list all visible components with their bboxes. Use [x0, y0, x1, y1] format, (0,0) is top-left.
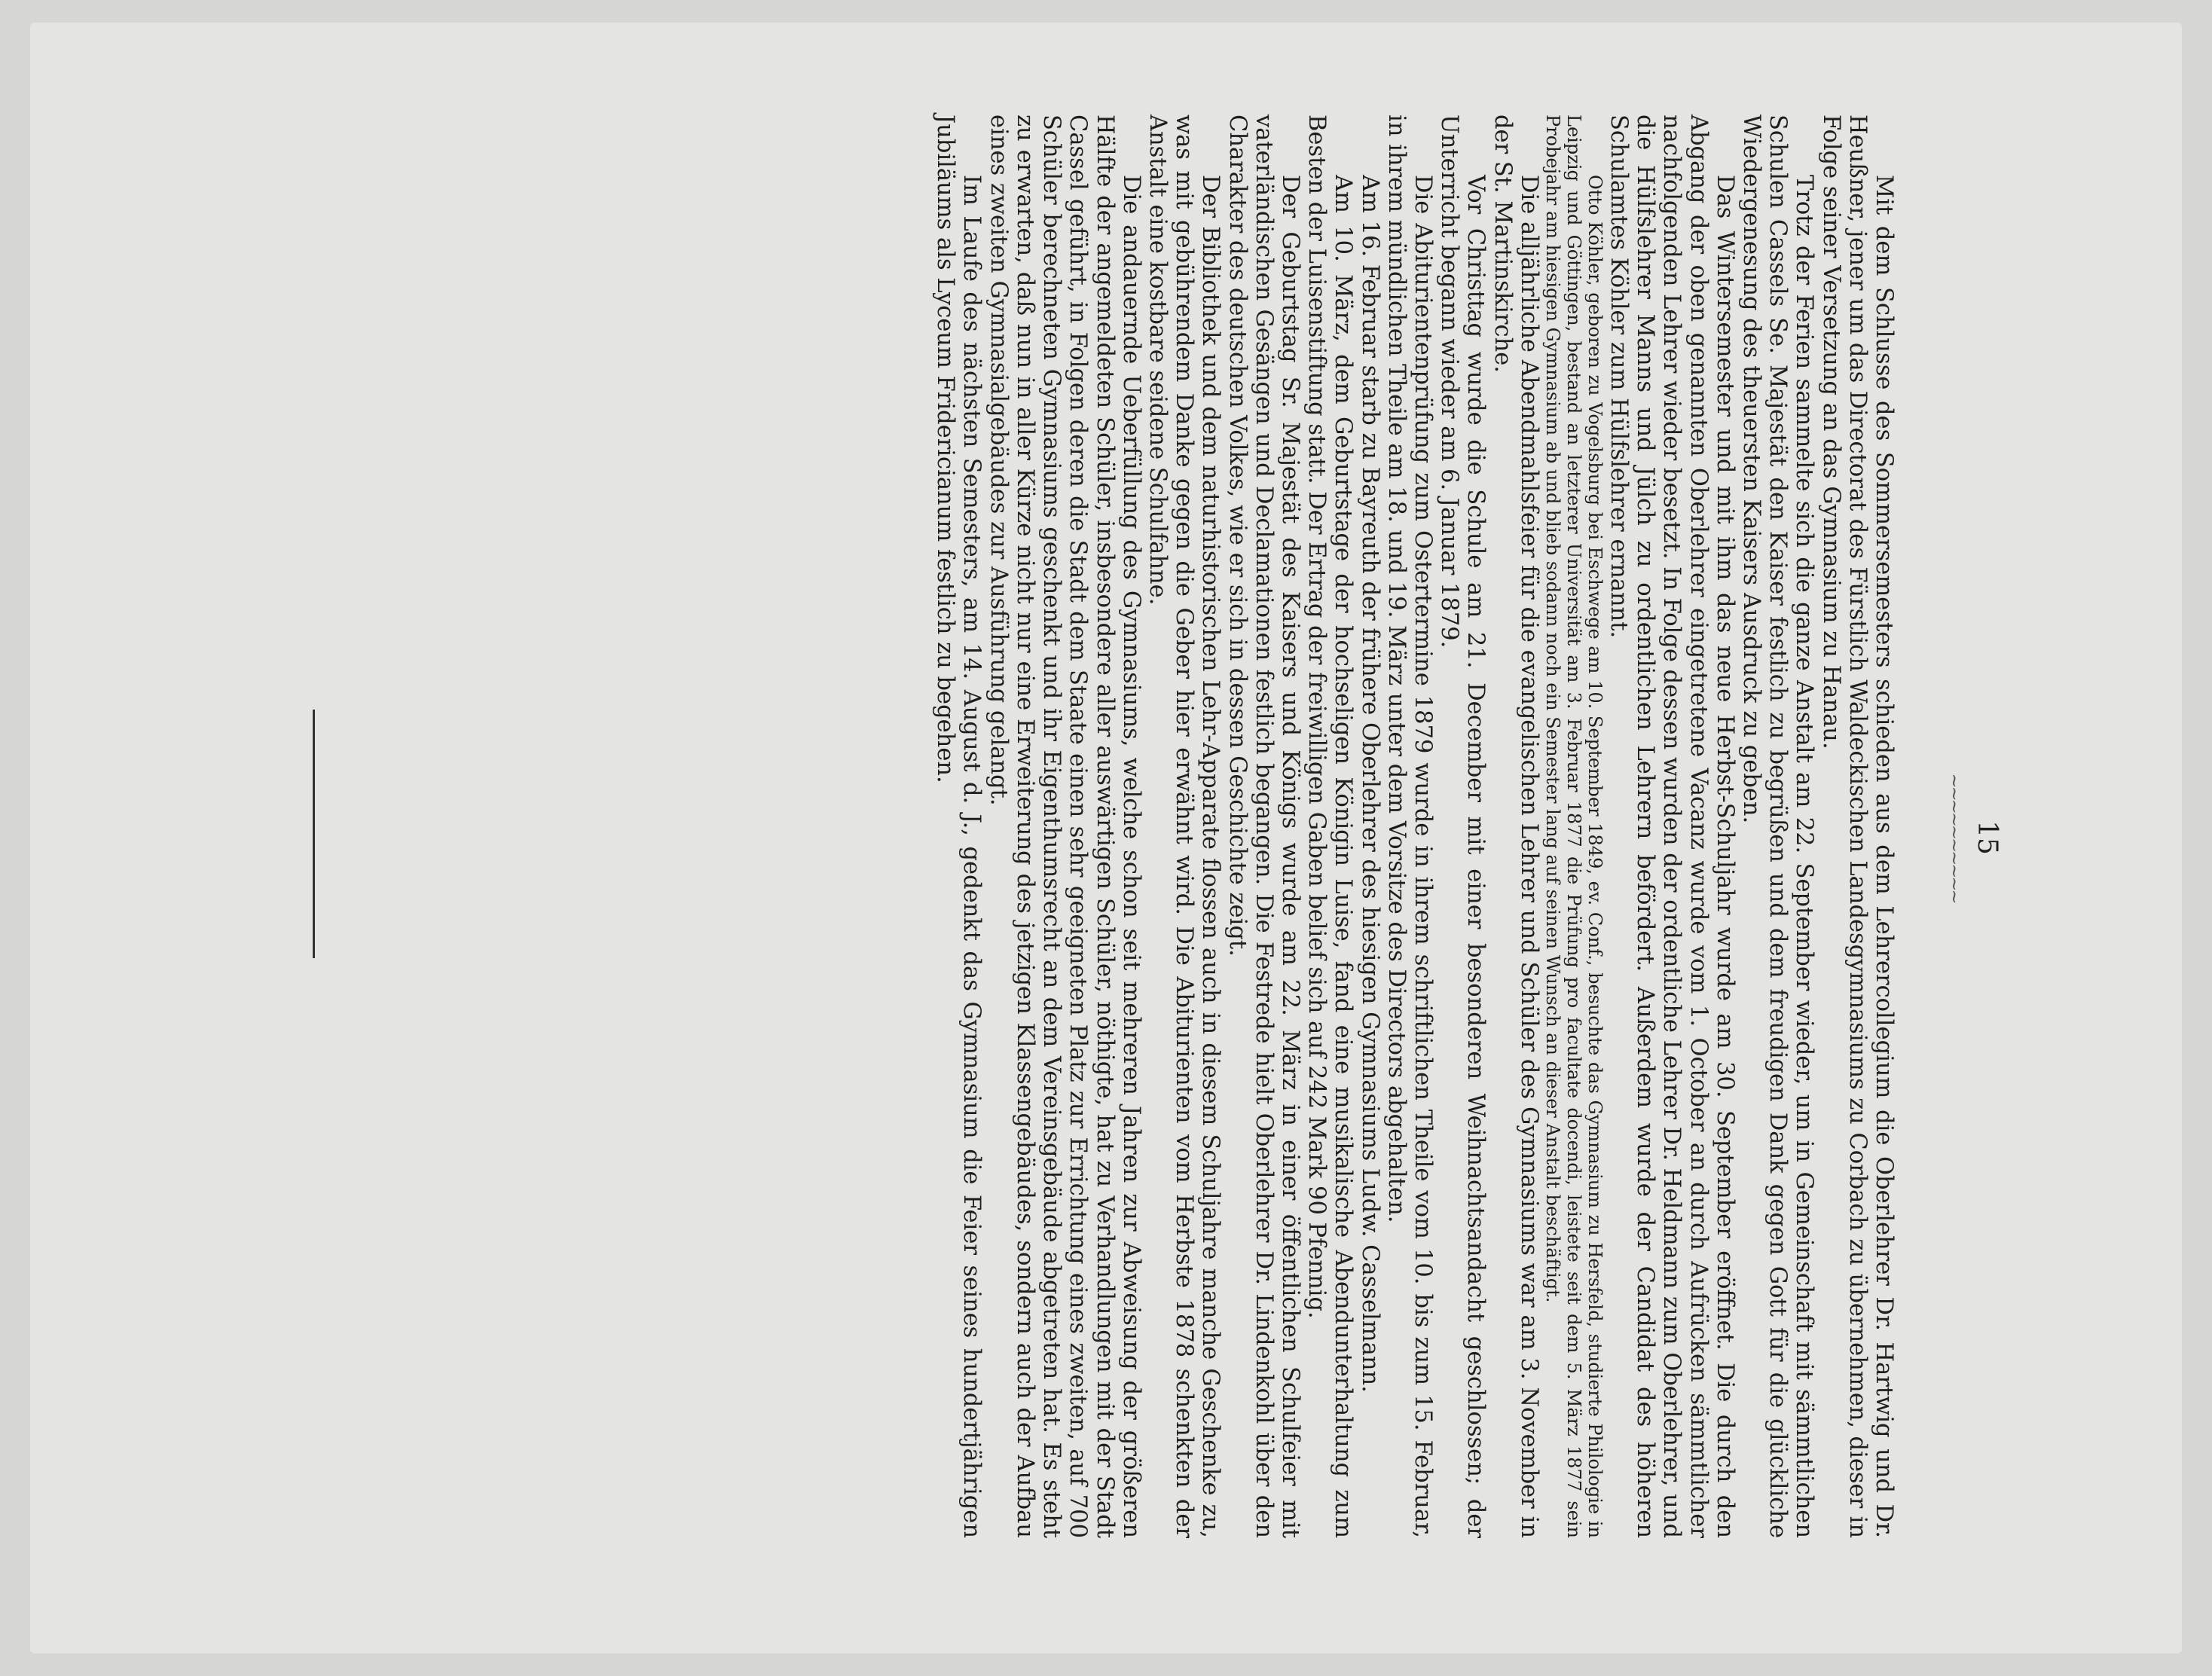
paragraph: Der Bibliothek und dem naturhistorischen Lehr-Apparate flossen auch in diesem Schuljahre manche Geschenke zu, was mit gebührendem Danke gegen die Geber hier erwähnt wird. Die Abiturienten vom Herbste 1878 schenkten der Anstalt eine kostbare seidene Schulfahne. — [1144, 114, 1224, 1538]
paragraph: Mit dem Schlusse des Sommersemesters schieden aus dem Lehrercollegium die Oberlehrer Dr. Hartwig und Dr. Heußner, jener um das Directorat des Fürstlich Waldeckischen Landesgymnasiums zu Corbach zu übernehmen, dieser in Folge seiner Versetzung an das Gymnasium zu Hanau. — [1817, 114, 1897, 1538]
paragraph: Trotz der Ferien sammelte sich die ganze Anstalt am 22. September wieder, um in Gemeinschaft mit sämmtlichen Schulen Cassels Se. Majestät den Kaiser festlich zu begrüßen und dem freudigen Dank gegen Gott für die glückliche Wiedergenesung des theuersten Kaisers Ausdruck zu geben. — [1737, 114, 1818, 1538]
paragraph: Am 10. März, dem Geburtstage der hochseligen Königin Luise, fand eine musikalische Abendunterhaltung zum Besten der Luisenstiftung statt. Der Ertrag der freiwilligen Gaben belief sich auf 242 Mark 90 Pfennig. — [1303, 114, 1357, 1538]
paragraph: Das Wintersemester und mit ihm das neue Herbst-Schuljahr wurde am 30. September eröffnet. Die durch den Abgang der oben genannten Oberlehrer eingetretene Vacanz wurde vom 1. October an durch Aufrücken sämmtlicher nachfolgenden Lehrer wieder besetzt. In Folge dessen wurden der ordentliche Lehrer Dr. Heldmann zum Oberlehrer, und die Hülfslehrer Manns und Jülch zu ordentlichen Lehrern befördert. Außerdem wurde der Candidat des höheren Schulamtes Köhler zum Hülfslehrer ernannt. — [1605, 114, 1738, 1538]
paragraph: Die alljährliche Abendmahlsfeier für die evangelischen Lehrer und Schüler des Gymnasiums war am 3. November in der St. Martinskirche. — [1489, 114, 1542, 1538]
closing-rule — [313, 710, 315, 958]
paragraph: Im Laufe des nächsten Semesters, am 14. August d. J., gedenkt das Gymnasium die Feier seines hundertjährigen Jubiläums als Lyceum Fridericianum festlich zu begehen. — [932, 114, 985, 1538]
paragraph: Der Geburtstag Sr. Majestät des Kaisers und Königs wurde am 22. März in einer öffentlichen Schulfeier mit vaterländischen Gesängen und Declamationen festlich begangen. Die Festrede hielt Oberlehrer Dr. Lindenkohl über den Charakter des deutschen Volkes, wie er sich in dessen Geschichte zeigt. — [1224, 114, 1303, 1538]
page-number: 15 — [1972, 820, 2003, 855]
paragraph: Die andauernde Ueberfüllung des Gymnasiums, welche schon seit mehreren Jahren zur Abweisung der größeren Hälfte der angemeldeten Schüler, insbesondere aller auswärtigen Schüler, nöthigte, hat zu Verhandlungen mit der Stadt Cassel geführt, in Folgen deren die Stadt dem Staate einen sehr geeigneten Platz zur Errichtung eines zweiten, auf 700 Schüler berechneten Gymnasiums geschenkt und ihr Eigenthumsrecht an dem Vereinsgebäude abgetreten hat. Es steht zu erwarten, daß nun in aller Kürze nicht nur eine Erweiterung des jetzigen Klassengebäudes, sondern auch der Aufbau eines zweiten Gymnasialgebäudes zur Ausführung gelangt. — [985, 114, 1144, 1538]
paragraph: Die Abiturientenprüfung zum Ostertermine 1879 wurde in ihrem schriftlichen Theile vom 10. bis zum 15. Februar, in ihrem mündlichen Theile am 18. und 19. März unter dem Vorsitze des Directors abgehalten. — [1382, 114, 1436, 1538]
paragraph: Am 16. Februar starb zu Bayreuth der frühere Oberlehrer des hiesigen Gymnasiums Ludw. Casselmann. — [1356, 175, 1383, 1393]
footnote-paragraph: Otto Köhler, geboren zu Vogelsburg bei Eschwege am 10. September 1849, ev. Conf., besuchte das Gymnasium zu Hersfeld, studierte Philologie in Leipzig und Göttingen, bestand an letzterer Universität am 3. Februar 1877 die Prüfung pro facultate docendi, leistete seit dem 5. März 1877 sein Probejahr am hiesigen Gymnasium ab und blieb sodann noch ein Semester lang auf seinen Wunsch an dieser Anstalt beschäftigt. — [1541, 114, 1606, 1538]
text-body — [932, 114, 1897, 1538]
rotated-page — [209, 69, 2003, 1606]
header-ornament: ~~~~~~~~~~ — [1944, 773, 1965, 902]
paragraph: Vor Christtag wurde die Schule am 21. December mit einer besonderen Weihnachtsandacht geschlossen; der Unterricht begann wieder am 6. Januar 1879. — [1436, 114, 1489, 1538]
